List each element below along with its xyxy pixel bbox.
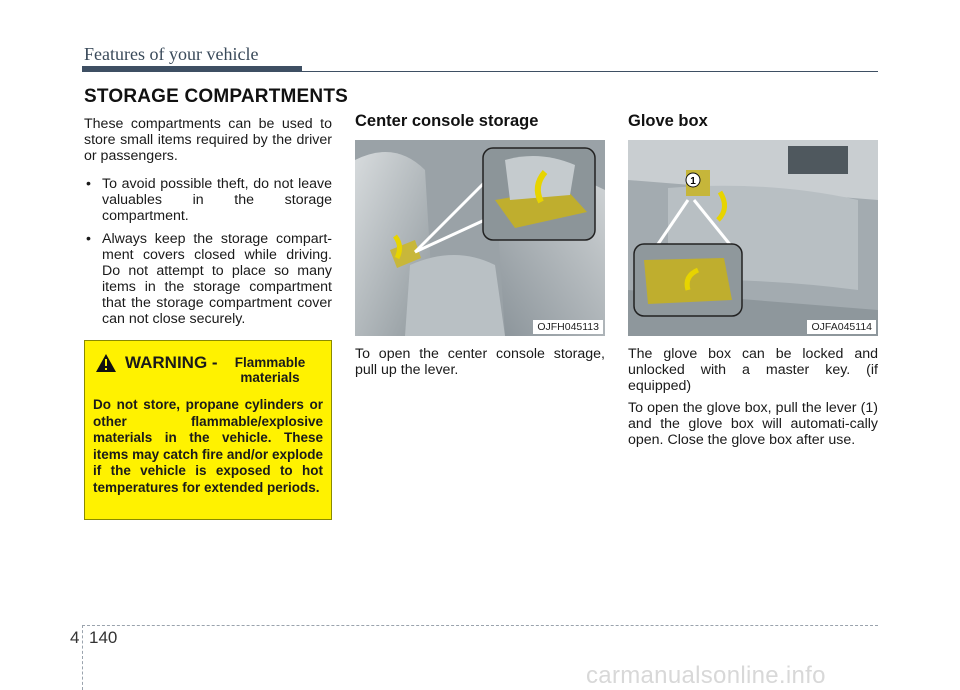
callout-number: 1 — [690, 176, 696, 187]
glove-box-illustration — [628, 140, 878, 336]
warning-body: Do not store, propane cylinders or other flammable/explosive materials in the vehicle. These items may catch fire and/or explode if the vehicle is exposed to hot temperatures for extended periods. — [93, 397, 323, 495]
footer-rule — [82, 625, 878, 626]
page-number: 140 — [89, 628, 118, 647]
warning-label: WARNING - — [125, 353, 218, 372]
warning-box — [84, 340, 332, 520]
figure-code: OJFH045113 — [533, 320, 603, 334]
center-console-text: To open the center console storage, pull up the lever. — [355, 346, 605, 378]
glove-box-figure — [628, 140, 878, 336]
glove-box-paragraph: To open the glove box, pull the lever (1) and the glove box will automati-cally open. Close the glove box after use. — [628, 400, 878, 448]
intro-bullets — [84, 176, 332, 327]
warning-header — [95, 353, 318, 385]
glove-box-title: Glove box — [628, 112, 708, 130]
bullet-item: • Always keep the storage compart-ment covers closed while driving. Do not attempt to place so many items in the storage compartment that the storage compartment cover can not close securely. — [84, 231, 332, 327]
center-console-figure — [355, 140, 605, 336]
figure-code: OJFA045114 — [807, 320, 876, 334]
header-title: Features of your vehicle — [84, 44, 259, 64]
chapter-number: 4 — [70, 628, 80, 647]
center-console-title: Center console storage — [355, 112, 539, 130]
warning-subtitle: Flammable materials — [234, 355, 306, 385]
intro-text: These compartments can be used to store small items required by the driver or passengers. — [84, 116, 332, 164]
center-console-illustration — [355, 140, 605, 336]
header-bar — [82, 66, 302, 72]
footer-divider — [82, 625, 83, 690]
intro-column — [84, 116, 332, 334]
bullet-item: • To avoid possible theft, do not leave valuables in the storage compartment. — [84, 176, 332, 224]
glove-box-paragraph: The glove box can be locked and unlocked with a master key. (if equipped) — [628, 346, 878, 394]
warning-triangle-icon — [95, 353, 117, 373]
glove-box-text — [628, 346, 878, 460]
header-rule — [302, 71, 878, 72]
section-title: STORAGE COMPARTMENTS — [84, 86, 349, 107]
watermark: carmanualsonline.info — [586, 662, 826, 689]
